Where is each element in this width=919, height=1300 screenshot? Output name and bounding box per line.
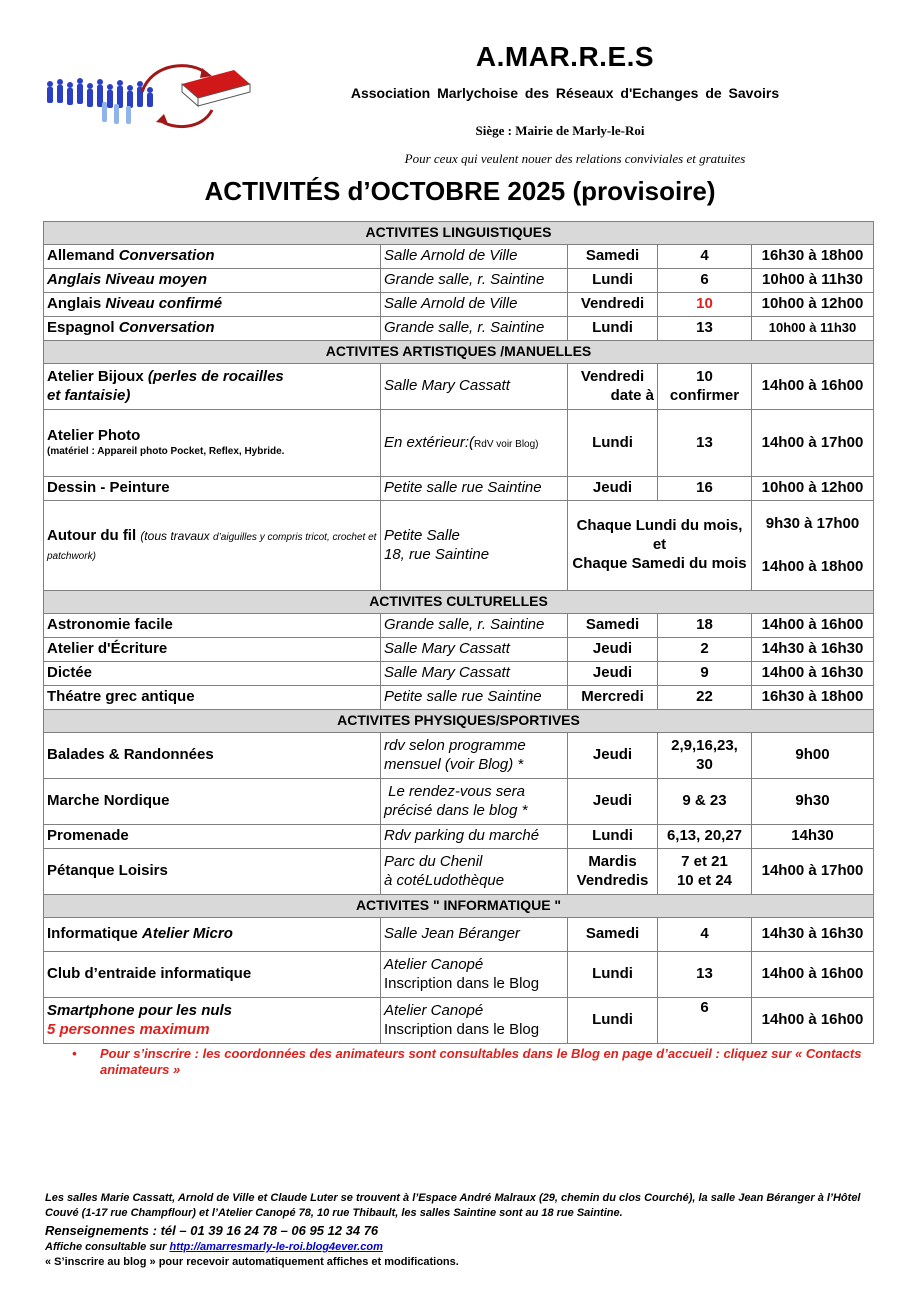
activity-location-line: rdv selon programme	[384, 736, 526, 754]
activity-date	[658, 733, 752, 779]
activity-name-part: Anglais Niveau moyen	[47, 271, 208, 289]
activity-date: 9 & 23	[658, 779, 752, 825]
category-linguistic: ACTIVITES LINGUISTIQUES	[44, 222, 874, 245]
activity-name-part: Espagnol	[47, 319, 119, 337]
activity-note: (matériel : Appareil photo Pocket, Reflex, Hybride.	[47, 446, 285, 458]
activity-location: Grande salle, r. Saintine	[381, 614, 568, 638]
activity-time: 9h00	[752, 733, 874, 779]
activity-name-part: Atelier Micro	[142, 925, 233, 943]
activity-location	[381, 849, 568, 895]
activity-location: Salle Mary Cassatt	[381, 364, 568, 410]
activity-time: 14h30 à 16h30	[752, 918, 874, 952]
activity-location: Salle Arnold de Ville	[381, 293, 568, 317]
table-row	[44, 998, 874, 1044]
registration-notice	[72, 1046, 872, 1077]
activity-day: Jeudi	[568, 733, 658, 779]
activity-time: 14h00 à 16h00	[752, 364, 874, 410]
activity-time: 14h00 à 16h30	[752, 662, 874, 686]
category-row	[44, 895, 874, 918]
table-row	[44, 293, 874, 317]
activity-name-part: Smartphone pour les nuls	[47, 1001, 233, 1019]
activity-name-part: Conversation	[118, 319, 215, 337]
activity-day: Lundi	[568, 410, 658, 477]
table-row	[44, 477, 874, 501]
category-cultural: ACTIVITES CULTURELLES	[44, 591, 874, 614]
registration-notice-text: Pour s’inscrire : les coordonnées des animateurs sont consultables dans le Blog en page d’accueil : cliquez sur « Contacts animateurs »	[100, 1046, 862, 1077]
table-row	[44, 410, 874, 477]
activity-day: Lundi	[568, 269, 658, 293]
activity-name	[44, 501, 381, 591]
activity-name: Club d’entraide informatique	[44, 952, 381, 998]
activity-name-part: Atelier Photo	[47, 427, 141, 445]
activity-location: Rdv parking du marché	[381, 825, 568, 849]
activity-day	[568, 849, 658, 895]
activity-name-part: Conversation	[118, 247, 215, 265]
activity-name	[44, 918, 381, 952]
activity-location: Salle Mary Cassatt	[381, 638, 568, 662]
table-row	[44, 733, 874, 779]
activity-location-line: Le rendez-vous sera	[384, 782, 525, 800]
table-row	[44, 317, 874, 341]
activity-name-part: Allemand	[47, 247, 119, 265]
seat-address: Siège : Mairie de Marly-le-Roi	[475, 123, 645, 138]
activity-day: Lundi	[568, 998, 658, 1044]
activity-name: Dessin - Peinture	[44, 477, 381, 501]
activity-day-line: Mardis	[588, 852, 637, 870]
activity-time: 10h00 à 12h00	[752, 293, 874, 317]
activity-location-line: mensuel (voir Blog) *	[384, 755, 524, 773]
activity-location-line: Atelier Canopé	[384, 1001, 484, 1019]
activity-name	[44, 317, 381, 341]
activity-date: 13	[658, 410, 752, 477]
activity-name: Marche Nordique	[44, 779, 381, 825]
activity-date: 18	[658, 614, 752, 638]
activity-date: 2	[658, 638, 752, 662]
activity-location	[381, 998, 568, 1044]
activity-time: 14h00 à 16h00	[752, 952, 874, 998]
activity-name: Balades & Randonnées	[44, 733, 381, 779]
activity-location	[381, 733, 568, 779]
activity-date: 6,13, 20,27	[658, 825, 752, 849]
activity-location-line: Inscription dans le Blog	[384, 1020, 540, 1038]
category-row	[44, 591, 874, 614]
activity-location: Grande salle, r. Saintine	[381, 269, 568, 293]
activity-day: Samedi	[568, 245, 658, 269]
activity-name: Dictée	[44, 662, 381, 686]
activity-date-line: 7 et 21	[681, 852, 728, 870]
activity-time: 14h00 à 17h00	[752, 849, 874, 895]
activity-date: 13	[658, 317, 752, 341]
table-row	[44, 638, 874, 662]
activity-schedule	[568, 501, 752, 591]
activity-time: 14h30	[752, 825, 874, 849]
footer-poster-label: Affiche consultable sur	[45, 1240, 170, 1253]
blog-link[interactable]: http://amarresmarly-le-roi.blog4ever.com	[169, 1240, 383, 1253]
activity-name	[44, 269, 381, 293]
activity-day: Mercredi	[568, 686, 658, 710]
activity-time: 10h00 à 12h00	[752, 477, 874, 501]
activity-location: Salle Arnold de Ville	[381, 245, 568, 269]
activity-location-note: RdV voir Blog)	[474, 438, 539, 450]
table-row	[44, 849, 874, 895]
activity-date-line: 10 et 24	[676, 871, 733, 889]
activity-note: d’aiguilles y compris tricot, crochet et patchwork)	[47, 531, 377, 562]
activity-time: 14h00 à 17h00	[752, 410, 874, 477]
table-row	[44, 825, 874, 849]
activity-name-part: et fantaisie)	[47, 386, 131, 404]
activity-name: Atelier d'Écriture	[44, 638, 381, 662]
people-and-book-icon	[42, 62, 252, 132]
activity-date: 9	[658, 662, 752, 686]
footer-contact: Renseignements : tél – 01 39 16 24 78 – 06 95 12 34 76	[45, 1222, 379, 1238]
activity-schedule-line: Chaque Samedi du mois	[572, 554, 747, 572]
category-row	[44, 341, 874, 364]
activity-location: Salle Jean Béranger	[381, 918, 568, 952]
activity-schedule-line: Chaque Lundi du mois, et	[576, 517, 743, 554]
activity-date: 22	[658, 686, 752, 710]
activity-date: 16	[658, 477, 752, 501]
activity-location	[381, 952, 568, 998]
activity-name-part: Informatique	[47, 925, 143, 943]
activity-day: Lundi	[568, 317, 658, 341]
activity-date-line: 10	[696, 367, 713, 385]
activity-location	[381, 501, 568, 591]
activity-name	[44, 998, 381, 1044]
page-title: ACTIVITÉS d’OCTOBRE 2025 (provisoire)	[204, 176, 716, 206]
table-row	[44, 269, 874, 293]
activity-name-part: Anglais	[47, 295, 106, 313]
activity-day: Jeudi	[568, 662, 658, 686]
table-row	[44, 662, 874, 686]
activity-date: 4	[658, 918, 752, 952]
activity-day: Lundi	[568, 952, 658, 998]
activity-name: Théatre grec antique	[44, 686, 381, 710]
activity-name	[44, 410, 381, 477]
activity-name-part: Atelier Bijoux	[47, 367, 148, 385]
activity-location-line: précisé dans le blog *	[384, 801, 528, 819]
activity-time	[752, 501, 874, 591]
activity-name-part: Niveau confirmé	[105, 295, 223, 313]
table-row	[44, 779, 874, 825]
table-row	[44, 614, 874, 638]
category-artistic: ACTIVITES ARTISTIQUES /MANUELLES	[44, 341, 874, 364]
activity-date	[658, 849, 752, 895]
activity-day-line: Vendredis	[576, 871, 649, 889]
activity-name	[44, 364, 381, 410]
activity-name-part: (perles de rocailles	[147, 367, 284, 385]
org-name: A.MAR.R.E.S	[475, 41, 655, 72]
category-row	[44, 710, 874, 733]
activity-location-line: Parc du Chenil	[384, 852, 483, 870]
category-computing: ACTIVITES " INFORMATIQUE "	[44, 895, 874, 918]
activity-date-line: confirmer	[669, 386, 740, 404]
activity-date-line: 2,9,16,23,	[671, 736, 738, 754]
activity-day: Samedi	[568, 614, 658, 638]
activity-location-part: En extérieur:(	[384, 433, 475, 451]
activity-note: 5 personnes maximum	[47, 1020, 210, 1038]
tagline: Pour ceux qui veulent nouer des relations conviviales et gratuites	[404, 151, 746, 166]
activity-day: Vendredi	[568, 293, 658, 317]
activity-day: Jeudi	[568, 779, 658, 825]
activity-time: 14h00 à 16h00	[752, 614, 874, 638]
activity-location: Grande salle, r. Saintine	[381, 317, 568, 341]
footer	[45, 1191, 865, 1271]
activity-time-line: 9h30 à 17h00	[765, 514, 860, 532]
activity-day-line: Vendredi	[580, 367, 645, 385]
table-row	[44, 364, 874, 410]
activity-location-line: 18, rue Saintine	[384, 545, 490, 563]
activity-location-line: à cotéLudothèque	[384, 871, 505, 889]
activity-date: 4	[658, 245, 752, 269]
table-row	[44, 501, 874, 591]
activity-day: Samedi	[568, 918, 658, 952]
activity-name: Promenade	[44, 825, 381, 849]
activity-time: 14h00 à 16h00	[752, 998, 874, 1044]
org-full-name: Association Marlychoise des Réseaux d'Echanges de Savoirs	[350, 85, 780, 101]
footer-rooms: Les salles Marie Cassatt, Arnold de Ville et Claude Luter se trouvent à l’Espace André Malraux (29, chemin du clos Courché), la salle Jean Béranger à l’Hôtel Couvé (1-17 rue Champflour) et l’Atelier Canopé 78, 10 rue Thibault, les salles Saintine sont au 18 rue Saintine.	[45, 1192, 861, 1220]
activity-name-part: Autour du fil	[47, 526, 141, 544]
category-physical: ACTIVITES PHYSIQUES/SPORTIVES	[44, 710, 874, 733]
activity-date: 10	[658, 293, 752, 317]
activity-time-line: 14h00 à 18h00	[761, 557, 864, 575]
activity-location	[381, 779, 568, 825]
activity-day: Jeudi	[568, 477, 658, 501]
activity-time: 9h30	[752, 779, 874, 825]
activity-location: Petite salle rue Saintine	[381, 477, 568, 501]
activity-time: 10h00 à 11h30	[752, 317, 874, 341]
activity-location-line: Atelier Canopé	[384, 955, 484, 973]
schedule-table	[43, 221, 874, 1044]
activity-name: Pétanque Loisirs	[44, 849, 381, 895]
activity-date: 6	[658, 269, 752, 293]
bullet-icon: •	[72, 1046, 77, 1061]
table-row	[44, 686, 874, 710]
activity-location	[381, 410, 568, 477]
activity-location-line: Petite Salle	[384, 526, 460, 544]
activity-location: Petite salle rue Saintine	[381, 686, 568, 710]
activity-name: Astronomie facile	[44, 614, 381, 638]
activity-name	[44, 245, 381, 269]
activity-name	[44, 293, 381, 317]
activity-time: 16h30 à 18h00	[752, 686, 874, 710]
activity-time: 10h00 à 11h30	[752, 269, 874, 293]
activity-day	[568, 364, 658, 410]
activity-day-line: date à	[610, 386, 654, 404]
activity-date: 6	[658, 998, 752, 1044]
footer-poster	[45, 1240, 865, 1255]
activity-date	[658, 364, 752, 410]
activity-time: 14h30 à 16h30	[752, 638, 874, 662]
activity-location-line: Inscription dans le Blog	[384, 974, 540, 992]
activity-day: Lundi	[568, 825, 658, 849]
table-row	[44, 952, 874, 998]
footer-subscribe: « S’inscrire au blog » pour recevoir automatiquement affiches et modifications.	[45, 1256, 459, 1269]
activity-date: 13	[658, 952, 752, 998]
activity-location: Salle Mary Cassatt	[381, 662, 568, 686]
table-row	[44, 245, 874, 269]
activity-date-line: 30	[696, 755, 713, 773]
category-row	[44, 222, 874, 245]
table-row	[44, 918, 874, 952]
activity-time: 16h30 à 18h00	[752, 245, 874, 269]
activity-day: Jeudi	[568, 638, 658, 662]
activity-note: (tous travaux	[140, 528, 214, 543]
